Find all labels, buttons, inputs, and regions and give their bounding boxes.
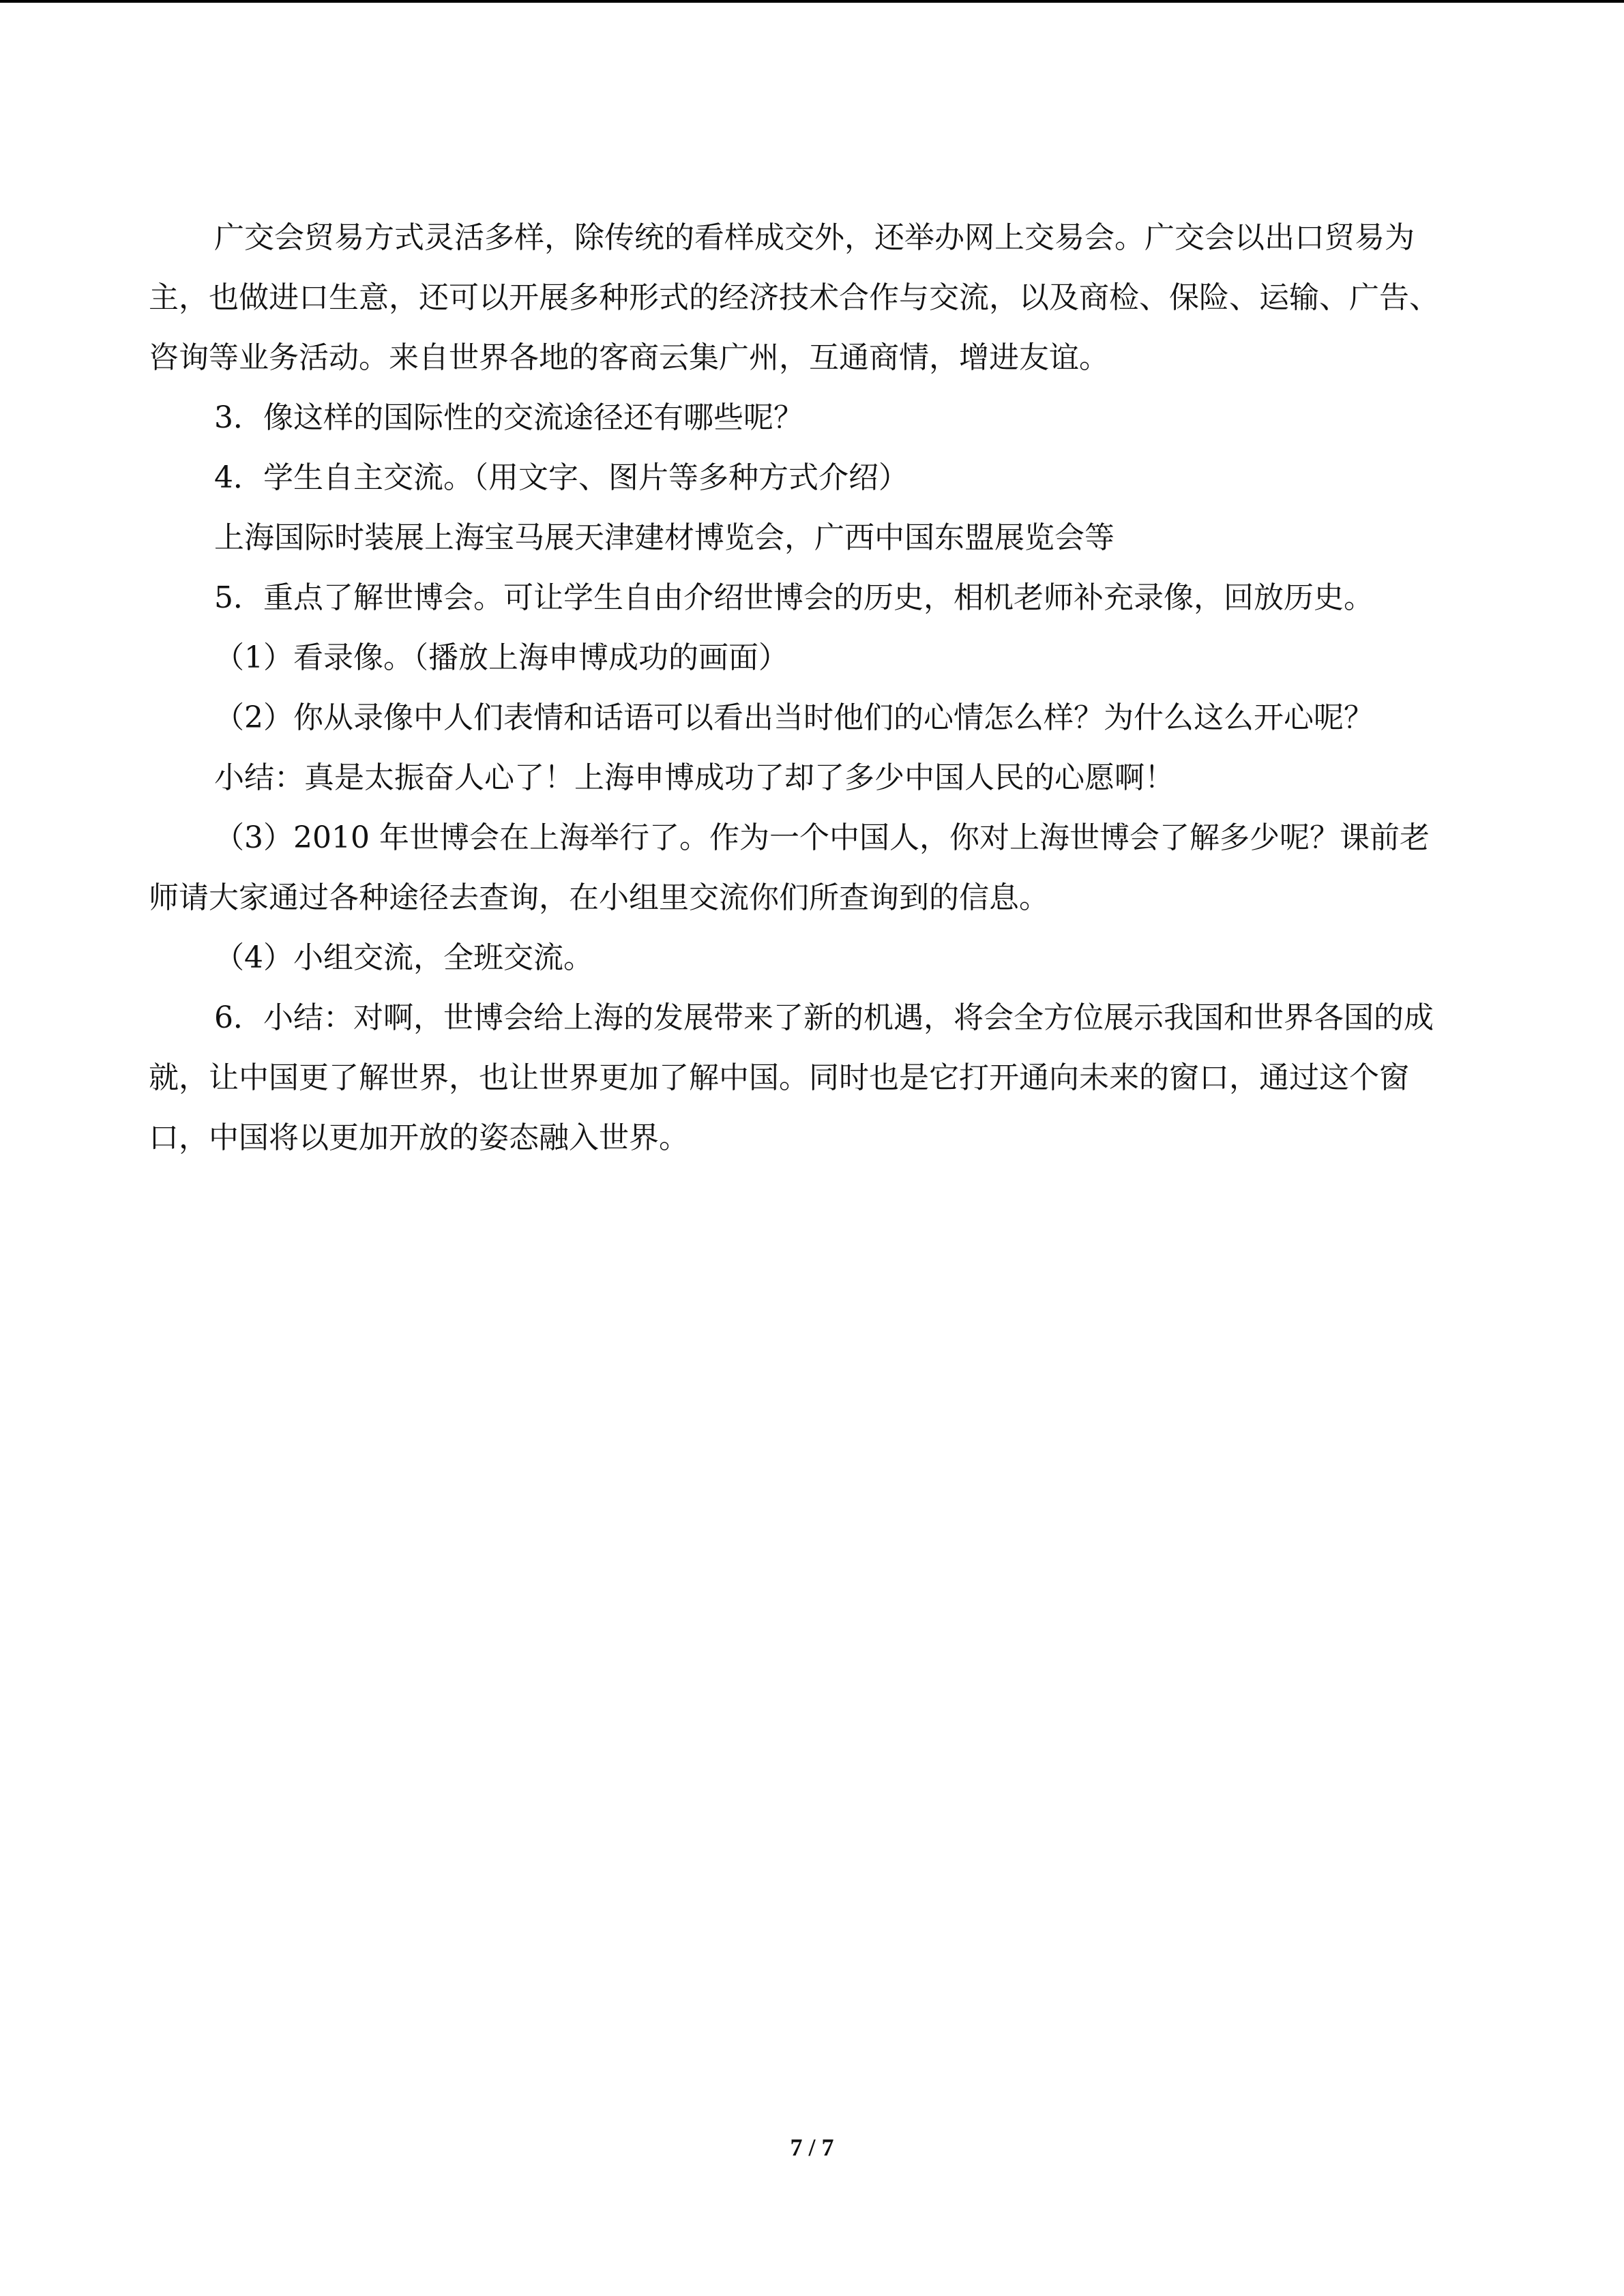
paragraph-canton-fair: 广交会贸易方式灵活多样，除传统的看样成交外，还举办网上交易会。广交会以出口贸易为主，也做进口生意，还可以开展多种形式的经济技术合作与交流，以及商检、保险、运输、广告、咨询等业务活动。来自世界各地的客商云集广州，互通商情，增进友谊。 — [149, 220, 1439, 375]
paragraph-exhibitions-list: 上海国际时装展上海宝马展天津建材博览会，广西中国东盟展览会等 — [214, 520, 1114, 555]
paragraph-step-5: 5．重点了解世博会。可让学生自由介绍世博会的历史，相机老师补充录像，回放历史。 — [214, 580, 1374, 615]
top-border-line — [0, 0, 1624, 3]
paragraph-step-6-summary: 6．小结：对啊，世博会给上海的发展带来了新的机遇，将会全方位展示我国和世界各国的成就，让中国更了解世界，也让世界更加了解中国。同时也是它打开通向未来的窗口，通过这个窗口，中国将以更加开放的姿态融入世界。 — [149, 1000, 1434, 1155]
paragraph-substep-2: （2）你从录像中人们表情和话语可以看出当时他们的心情怎么样？为什么这么开心呢？ — [214, 700, 1374, 735]
paragraph-substep-1: （1）看录像。（播放上海申博成功的画面） — [214, 640, 788, 675]
paragraph-substep-4: （4）小组交流，全班交流。 — [214, 940, 593, 975]
paragraph-step-4: 4．学生自主交流。（用文字、图片等多种方式介绍） — [214, 460, 909, 495]
paragraph-question-3: 3．像这样的国际性的交流途径还有哪些呢？ — [214, 400, 803, 435]
paragraph-substep-3: （3）2010 年世博会在上海举行了。作为一个中国人，你对上海世博会了解多少呢？课前老师请大家通过各种途径去查询，在小组里交流你们所查询到的信息。 — [149, 820, 1430, 915]
page-number: 7 / 7 — [790, 2134, 834, 2161]
paragraph-summary-1: 小结：真是太振奋人心了！上海申博成功了却了多少中国人民的心愿啊！ — [214, 760, 1175, 795]
document-body — [149, 208, 1458, 1168]
